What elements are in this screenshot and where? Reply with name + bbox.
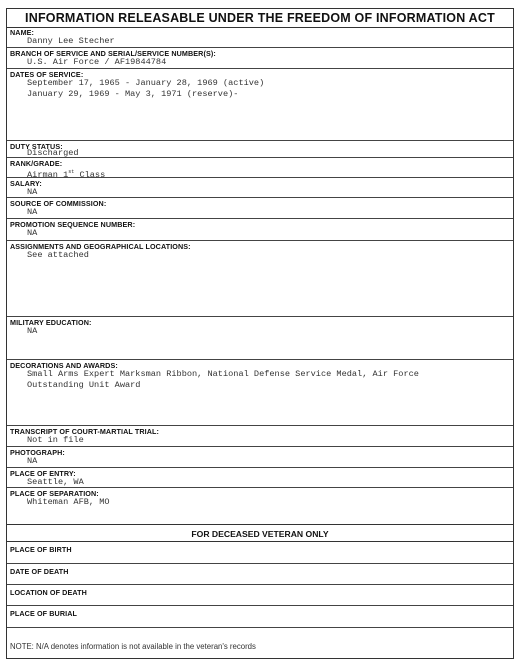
branch-section [7, 48, 513, 69]
photo-value: NA [27, 456, 38, 466]
foia-release-form [6, 8, 514, 659]
court-label: TRANSCRIPT OF COURT-MARTIAL TRIAL: [10, 427, 159, 436]
rank-label: RANK/GRADE: [10, 159, 63, 168]
separation-value: Whiteman AFB, MO [27, 497, 110, 507]
court-section [7, 426, 513, 447]
promotion-section [7, 219, 513, 241]
education-label: MILITARY EDUCATION: [10, 318, 92, 327]
decorations-line-1: Small Arms Expert Marksman Ribbon, National Defense Service Medal, Air Force [27, 369, 419, 379]
death-location-label: LOCATION OF DEATH [10, 588, 87, 597]
rank-section [7, 158, 513, 178]
commission-value: NA [27, 207, 38, 217]
burial-label: PLACE OF BURIAL [10, 609, 77, 618]
decorations-value [27, 369, 419, 390]
entry-value: Seattle, WA [27, 477, 84, 487]
education-section [7, 317, 513, 360]
dates-value [27, 78, 264, 99]
death-date-label: DATE OF DEATH [10, 567, 69, 576]
promotion-label: PROMOTION SEQUENCE NUMBER: [10, 220, 136, 229]
decorations-label: DECORATIONS AND AWARDS: [10, 361, 118, 370]
duty-label: DUTY STATUS: [10, 142, 63, 151]
birth-label: PLACE OF BIRTH [10, 545, 72, 554]
salary-label: SALARY: [10, 179, 42, 188]
name-label: NAME: [10, 28, 35, 37]
dates-section [7, 69, 513, 141]
burial-section [7, 606, 513, 628]
commission-section [7, 198, 513, 219]
photo-label: PHOTOGRAPH: [10, 448, 65, 457]
assignments-label: ASSIGNMENTS AND GEOGRAPHICAL LOCATIONS: [10, 242, 191, 251]
assignments-value: See attached [27, 250, 89, 260]
name-value: Danny Lee Stecher [27, 36, 115, 46]
promotion-value: NA [27, 228, 38, 238]
decorations-line-2: Outstanding Unit Award [27, 379, 141, 390]
note-text: NOTE: N/A denotes information is not available in the veteran's records [10, 642, 256, 651]
rank-value: Airman 1st Class [27, 169, 106, 180]
deceased-veteran-header: FOR DECEASED VETERAN ONLY [7, 524, 513, 542]
dates-reserve: January 29, 1969 - May 3, 1971 (reserve)- [27, 88, 239, 99]
commission-label: SOURCE OF COMMISSION: [10, 199, 107, 208]
separation-section [7, 488, 513, 524]
assignments-section [7, 241, 513, 317]
salary-section [7, 178, 513, 198]
dates-label: DATES OF SERVICE: [10, 70, 84, 79]
birth-section [7, 542, 513, 564]
dates-active: September 17, 1965 - January 28, 1969 (active) [27, 78, 265, 88]
duty-section [7, 141, 513, 158]
salary-value: NA [27, 187, 38, 197]
photo-section [7, 447, 513, 468]
branch-label: BRANCH OF SERVICE AND SERIAL/SERVICE NUMBER(S): [10, 49, 216, 58]
duty-value: Discharged [27, 148, 79, 158]
separation-label: PLACE OF SEPARATION: [10, 489, 99, 498]
entry-section [7, 468, 513, 488]
death-date-section [7, 564, 513, 585]
education-value: NA [27, 326, 38, 336]
entry-label: PLACE OF ENTRY: [10, 469, 76, 478]
branch-value: U.S. Air Force / AF19844784 [27, 57, 167, 67]
form-title: INFORMATION RELEASABLE UNDER THE FREEDOM OF INFORMATION ACT [7, 9, 513, 28]
court-value: Not in file [27, 435, 84, 445]
name-section [7, 27, 513, 48]
death-location-section [7, 585, 513, 606]
decorations-section [7, 360, 513, 426]
